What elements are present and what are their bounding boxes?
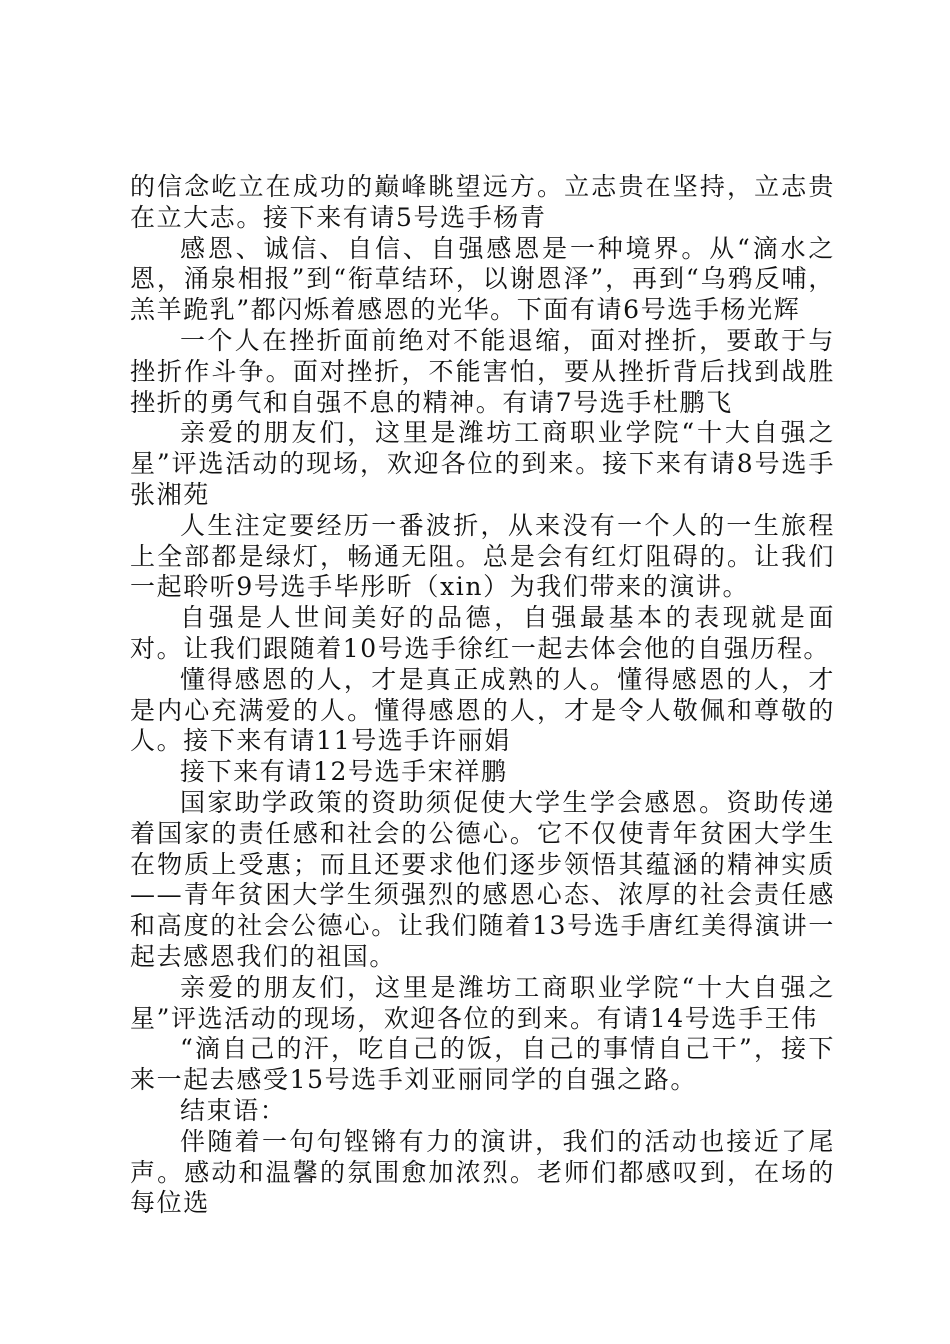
paragraph: 的信念屹立在成功的巅峰眺望远方。立志贵在坚持，立志贵在立大志。接下来有请5号选手杨青: [130, 172, 835, 232]
paragraph: 国家助学政策的资助须促使大学生学会感恩。资助传递着国家的责任感和社会的公德心。它不仅使青年贫困大学生在物质上受惠；而且还要求他们逐步领悟其蕴涵的精神实质——青年贫困大学生须强烈的感恩心态、浓厚的社会责任感和高度的社会公德心。让我们随着13号选手唐红美得演讲一起去感恩我们的祖国。: [130, 787, 835, 971]
paragraph: “滴自己的汗，吃自己的饭，自己的事情自己干”，接下来一起去感受15号选手刘亚丽同学的自强之路。: [130, 1034, 835, 1095]
paragraph: 亲爱的朋友们，这里是潍坊工商职业学院“十大自强之星”评选活动的现场，欢迎各位的到来。有请14号选手王伟: [130, 972, 835, 1033]
paragraph: 人生注定要经历一番波折，从来没有一个人的一生旅程上全部都是绿灯，畅通无阻。总是会有红灯阻碍的。让我们一起聆听9号选手毕彤昕（xin）为我们带来的演讲。: [130, 510, 835, 602]
document-body: [130, 172, 835, 1219]
paragraph: 伴随着一句句铿锵有力的演讲，我们的活动也接近了尾声。感动和温馨的氛围愈加浓烈。老师们都感叹到，在场的每位选: [130, 1126, 835, 1218]
paragraph: 亲爱的朋友们，这里是潍坊工商职业学院“十大自强之星”评选活动的现场，欢迎各位的到来。接下来有请8号选手张湘苑: [130, 418, 835, 509]
paragraph: 懂得感恩的人，才是真正成熟的人。懂得感恩的人，才是内心充满爱的人。懂得感恩的人，才是令人敬佩和尊敬的人。接下来有请11号选手许丽娟: [130, 664, 835, 756]
paragraph: 自强是人世间美好的品德，自强最基本的表现就是面对。让我们跟随着10号选手徐红一起去体会他的自强历程。: [130, 603, 835, 663]
section-heading: 结束语：: [180, 1095, 287, 1125]
paragraph: 感恩、诚信、自信、自强感恩是一种境界。从“滴水之恩，涌泉相报”到“衔草结环，以谢恩泽”，再到“乌鸦反哺，羔羊跪乳”都闪烁着感恩的光华。下面有请6号选手杨光辉: [130, 233, 835, 325]
paragraph: 接下来有请12号选手宋祥鹏: [180, 757, 508, 787]
paragraph: 一个人在挫折面前绝对不能退缩，面对挫折，要敢于与挫折作斗争。面对挫折，不能害怕，要从挫折背后找到战胜挫折的勇气和自强不息的精神。有请7号选手杜鹏飞: [130, 325, 835, 417]
